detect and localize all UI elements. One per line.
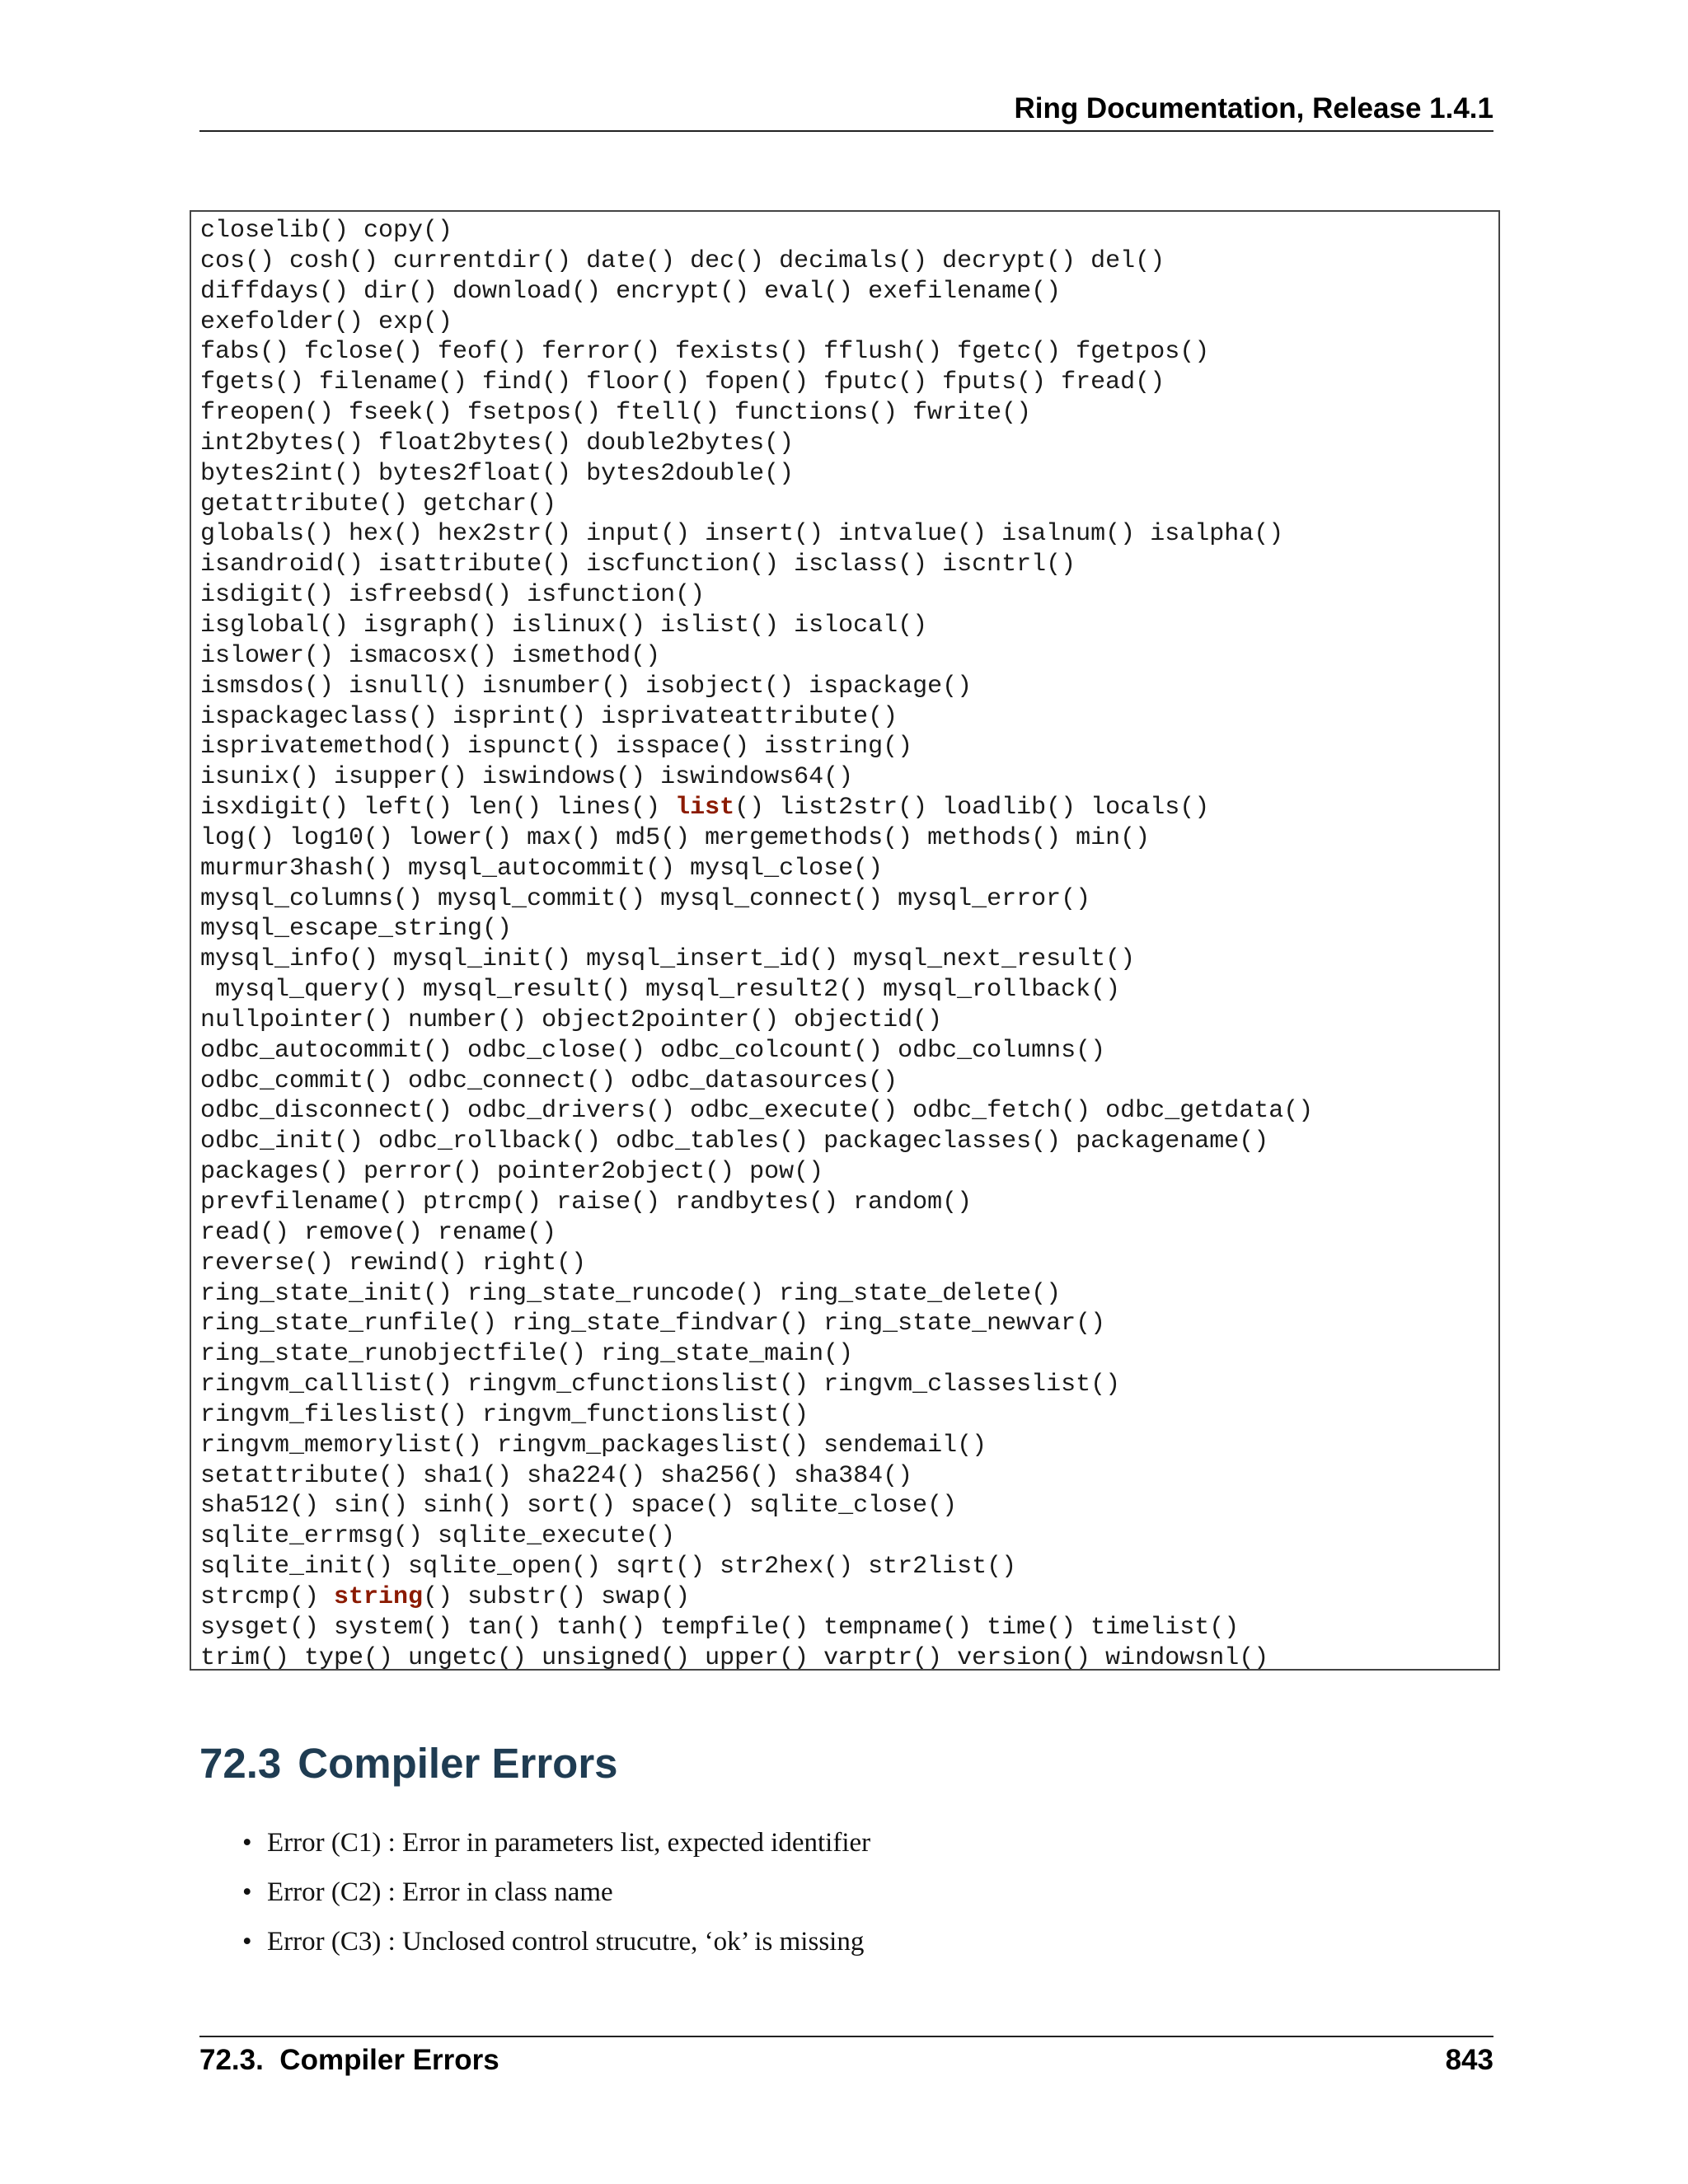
code-line: ringvm_memorylist() ringvm_packageslist() sendemail() — [200, 1431, 987, 1460]
footer-rule — [199, 2036, 1493, 2037]
code-line: diffdays() dir() download() encrypt() eval() exefilename() — [200, 277, 1062, 306]
code-line: ringvm_calllist() ringvm_cfunctionslist() ringvm_classeslist() — [200, 1371, 1121, 1399]
highlighted-keyword: string — [334, 1582, 424, 1611]
code-line: setattribute() sha1() sha224() sha256() sha384() — [200, 1461, 913, 1490]
page-number: 843 — [1445, 2044, 1493, 2076]
list-item: • Error (C2) : Error in class name — [242, 1877, 613, 1907]
code-line: nullpointer() number() object2pointer() objectid() — [200, 1005, 943, 1034]
bullet-icon: • — [242, 1828, 252, 1858]
code-line: sqlite_init() sqlite_open() sqrt() str2hex() str2list() — [200, 1553, 1017, 1582]
code-line: ring_state_init() ring_state_runcode() ring_state_delete() — [200, 1279, 1062, 1308]
code-line: murmur3hash() mysql_autocommit() mysql_close() — [200, 854, 884, 883]
code-line: closelib() copy() — [200, 217, 453, 245]
code-line: mysql_columns() mysql_commit() mysql_connect() mysql_error() — [200, 884, 1091, 913]
highlighted-keyword: list — [675, 794, 735, 823]
code-line: isunix() isupper() iswindows() iswindows64() — [200, 763, 854, 792]
code-line: sha512() sin() sinh() sort() space() sqlite_close() — [200, 1492, 958, 1521]
code-line: isprivatemethod() ispunct() isspace() isstring() — [200, 733, 913, 762]
code-line: log() log10() lower() max() md5() mergemethods() methods() min() — [200, 823, 1151, 852]
section-heading — [199, 1739, 618, 1788]
code-line: mysql_info() mysql_init() mysql_insert_id() mysql_next_result() — [200, 945, 1136, 974]
code-line: exefolder() exp() — [200, 307, 453, 336]
code-line: reverse() rewind() right() — [200, 1249, 587, 1277]
code-line: odbc_commit() odbc_connect() odbc_datasources() — [200, 1066, 898, 1095]
error-list — [242, 1828, 870, 1976]
code-line: isxdigit() left() len() lines() list() list2str() loadlib() locals() — [200, 794, 1210, 823]
code-line: fabs() fclose() feof() ferror() fexists() fflush() fgetc() fgetpos() — [200, 338, 1210, 367]
code-line: isglobal() isgraph() islinux() islist() islocal() — [200, 611, 928, 640]
code-line: isdigit() isfreebsd() isfunction() — [200, 581, 706, 610]
code-line: sysget() system() tan() tanh() tempfile() tempname() time() timelist() — [200, 1613, 1240, 1642]
code-line: strcmp() string() substr() swap() — [200, 1582, 691, 1611]
code-line: mysql_query() mysql_result() mysql_result2() mysql_rollback() — [200, 976, 1121, 1005]
code-line: bytes2int() bytes2float() bytes2double() — [200, 459, 795, 488]
running-header: Ring Documentation, Release 1.4.1 — [1014, 92, 1493, 124]
code-line: globals() hex() hex2str() input() insert() intvalue() isalnum() isalpha() — [200, 520, 1284, 549]
list-item: • Error (C3) : Unclosed control strucutre, ‘ok’ is missing — [242, 1927, 865, 1957]
code-line: islower() ismacosx() ismethod() — [200, 641, 661, 670]
bullet-icon: • — [242, 1877, 252, 1907]
code-line: isandroid() isattribute() iscfunction() isclass() iscntrl() — [200, 551, 1076, 579]
code-line: ring_state_runobjectfile() ring_state_main() — [200, 1340, 854, 1369]
code-line: getattribute() getchar() — [200, 490, 557, 518]
list-item: • Error (C1) : Error in parameters list, expected identifier — [242, 1828, 871, 1858]
code-block — [190, 210, 1500, 1671]
code-line: mysql_escape_string() — [200, 915, 513, 944]
header-rule — [199, 130, 1493, 132]
code-line: prevfilename() ptrcmp() raise() randbytes() random() — [200, 1188, 973, 1216]
code-line: sqlite_errmsg() sqlite_execute() — [200, 1522, 676, 1551]
section-number: 72.3 — [199, 1740, 282, 1787]
code-line: odbc_autocommit() odbc_close() odbc_colcount() odbc_columns() — [200, 1036, 1106, 1065]
code-line: odbc_disconnect() odbc_drivers() odbc_execute() odbc_fetch() odbc_getdata() — [200, 1097, 1314, 1126]
code-line: fgets() filename() find() floor() fopen() fputc() fputs() fread() — [200, 368, 1165, 397]
code-line: ringvm_fileslist() ringvm_functionslist() — [200, 1400, 809, 1429]
code-line: freopen() fseek() fsetpos() ftell() functions() fwrite() — [200, 399, 1032, 428]
code-line: ispackageclass() isprint() isprivateattribute() — [200, 702, 898, 731]
code-line: int2bytes() float2bytes() double2bytes() — [200, 429, 795, 457]
section-title: Compiler Errors — [298, 1740, 618, 1787]
code-line: ismsdos() isnull() isnumber() isobject() ispackage() — [200, 672, 973, 701]
bullet-icon: • — [242, 1927, 252, 1957]
code-line: packages() perror() pointer2object() pow() — [200, 1158, 824, 1187]
code-line: read() remove() rename() — [200, 1218, 557, 1247]
code-line: odbc_init() odbc_rollback() odbc_tables() packageclasses() packagename() — [200, 1127, 1269, 1156]
code-line: trim() type() ungetc() unsigned() upper() varptr() version() windowsnl() — [200, 1643, 1269, 1672]
code-line: ring_state_runfile() ring_state_findvar() ring_state_newvar() — [200, 1310, 1106, 1338]
footer-section-label: 72.3. Compiler Errors — [199, 2044, 499, 2076]
code-line: cos() cosh() currentdir() date() dec() decimals() decrypt() del() — [200, 246, 1165, 275]
